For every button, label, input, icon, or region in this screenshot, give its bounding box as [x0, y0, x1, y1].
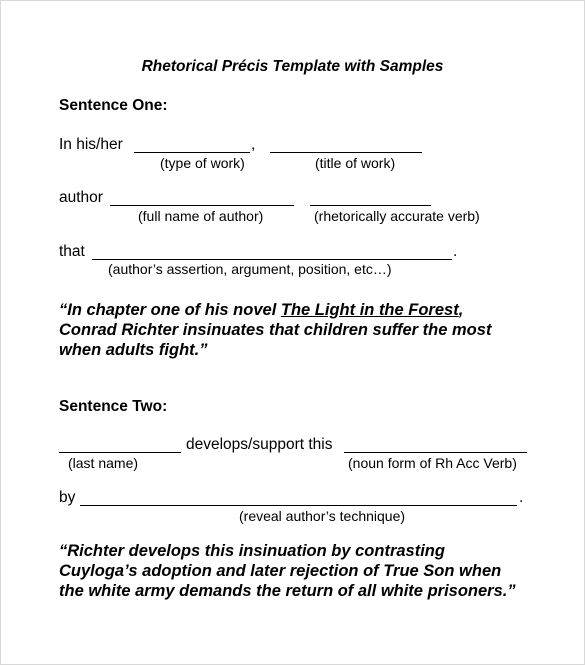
assertion-hint: (author’s assertion, argument, position, etc…): [108, 261, 392, 277]
row3-period: .: [453, 243, 458, 260]
assertion-blank[interactable]: [92, 259, 452, 260]
type-of-work-hint: (type of work): [160, 155, 245, 171]
author-label: author: [59, 189, 103, 206]
noun-form-hint: (noun form of Rh Acc Verb): [348, 455, 517, 471]
verb-hint: (rhetorically accurate verb): [314, 208, 480, 224]
author-name-blank[interactable]: [110, 205, 294, 206]
example-quote-part2: , Conrad Richter insinuates that children suffer the most when adults fight.”: [59, 301, 492, 359]
document-title: Rhetorical Précis Template with Samples: [141, 58, 444, 75]
technique-blank[interactable]: [80, 505, 517, 506]
last-name-blank[interactable]: [59, 452, 181, 453]
develops-support-label: develops/support this: [186, 436, 333, 453]
in-his-her-label: In his/her: [59, 136, 123, 153]
sentence-one-example: [59, 300, 519, 360]
title-of-work-hint: (title of work): [315, 155, 396, 171]
noun-form-blank[interactable]: [344, 452, 527, 453]
title-of-work-blank[interactable]: [270, 152, 422, 153]
that-label: that: [59, 243, 85, 260]
sentence-two-heading: Sentence Two:: [59, 398, 168, 415]
row1-comma: ,: [251, 136, 256, 153]
sentence-one-heading: Sentence One:: [59, 97, 168, 114]
example-quote-part1: “In chapter one of his novel: [59, 301, 281, 319]
verb-blank[interactable]: [310, 205, 431, 206]
last-name-hint: (last name): [68, 455, 139, 471]
by-label: by: [59, 489, 76, 506]
technique-hint: (reveal author’s technique): [239, 508, 406, 524]
example-book-title: The Light in the Forest: [280, 301, 459, 319]
type-of-work-blank[interactable]: [134, 152, 250, 153]
author-name-hint: (full name of author): [138, 208, 264, 224]
sentence-two-example: “Richter develops this insinuation by contrasting Cuyloga’s adoption and later rejection of True Son when the white army demands the return of all white prisoners.”: [59, 542, 516, 600]
row2-period: .: [519, 489, 524, 506]
